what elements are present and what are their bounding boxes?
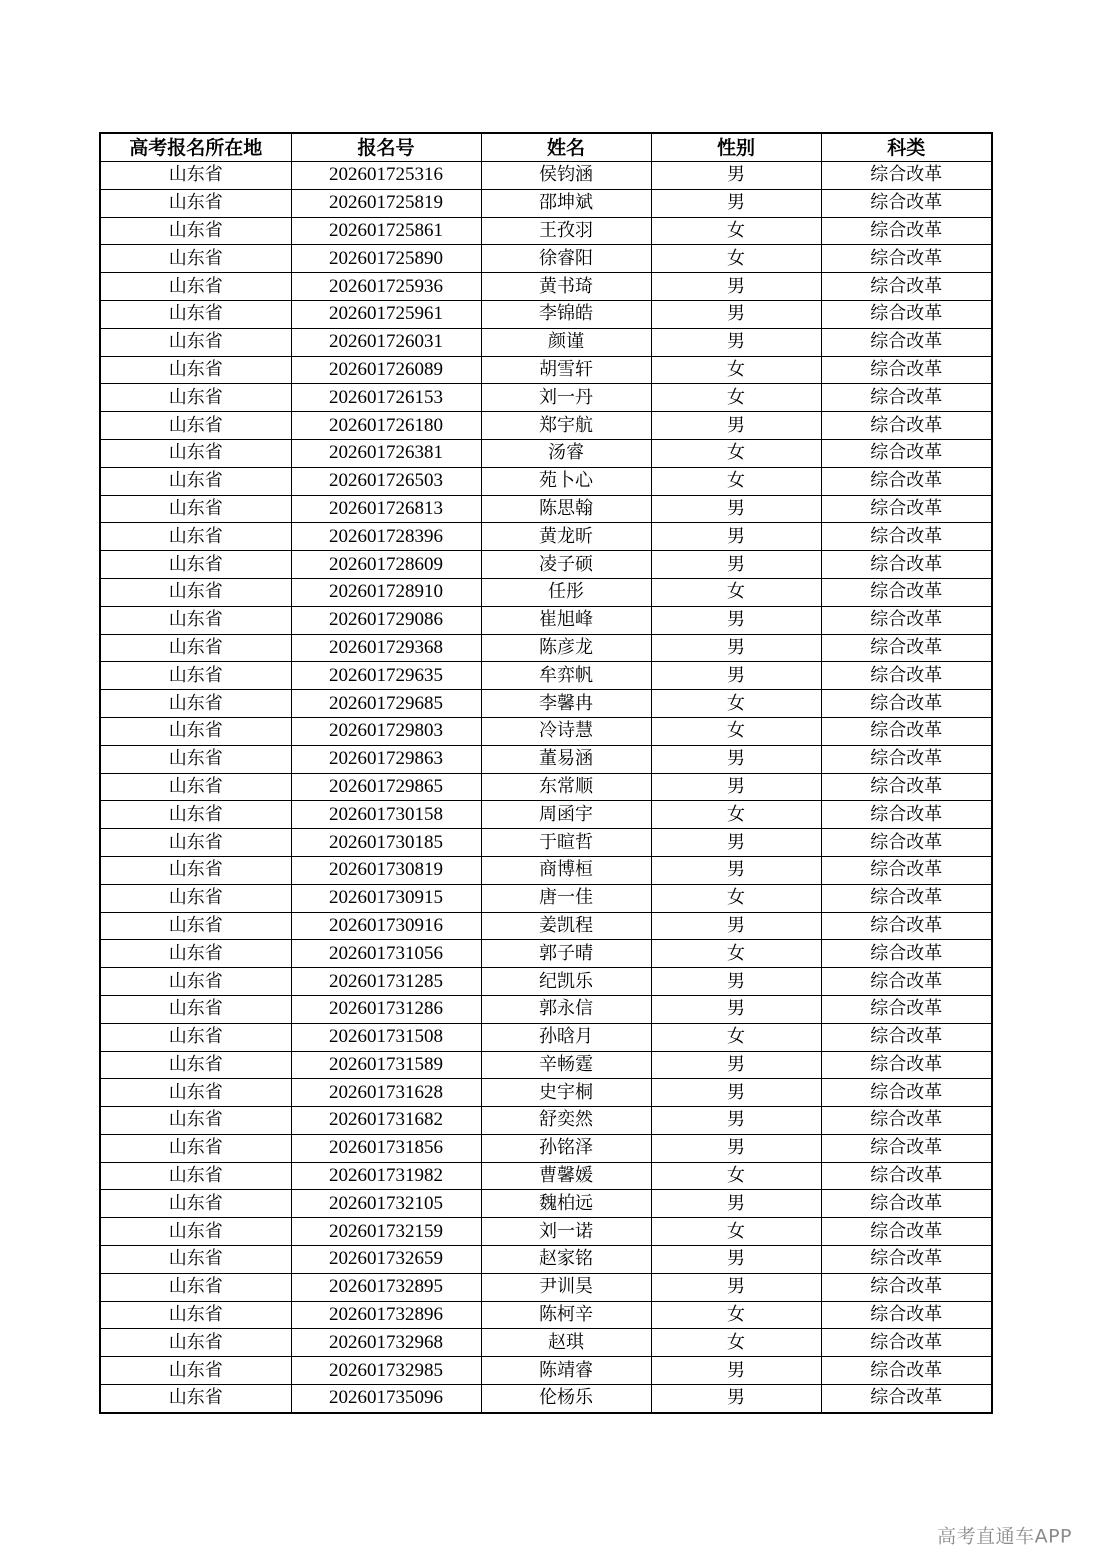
cell-subject-category: 综合改革: [821, 245, 992, 273]
cell-location: 山东省: [100, 940, 291, 968]
cell-name: 陈靖睿: [481, 1357, 651, 1385]
table-row: [100, 300, 992, 328]
cell-subject-category: 综合改革: [821, 856, 992, 884]
watermark-text: 高考直通车APP: [937, 1525, 1072, 1548]
cell-name: 曹馨媛: [481, 1162, 651, 1190]
cell-gender: 女: [651, 717, 821, 745]
cell-subject-category: 综合改革: [821, 940, 992, 968]
cell-name: 纪凯乐: [481, 968, 651, 996]
cell-gender: 男: [651, 829, 821, 857]
cell-subject-category: 综合改革: [821, 578, 992, 606]
cell-gender: 男: [651, 606, 821, 634]
cell-registration-number: 202601725819: [291, 189, 481, 217]
cell-subject-category: 综合改革: [821, 634, 992, 662]
cell-subject-category: 综合改革: [821, 1329, 992, 1357]
cell-subject-category: 综合改革: [821, 384, 992, 412]
cell-name: 伦杨乐: [481, 1385, 651, 1413]
cell-location: 山东省: [100, 1190, 291, 1218]
table-row: [100, 717, 992, 745]
column-header-name: 姓名: [481, 133, 651, 162]
cell-location: 山东省: [100, 801, 291, 829]
cell-gender: 女: [651, 1329, 821, 1357]
cell-name: 姜凯程: [481, 912, 651, 940]
cell-registration-number: 202601729865: [291, 773, 481, 801]
cell-gender: 男: [651, 495, 821, 523]
cell-subject-category: 综合改革: [821, 1385, 992, 1413]
cell-name: 黄龙昕: [481, 523, 651, 551]
cell-gender: 女: [651, 884, 821, 912]
table-row: [100, 1023, 992, 1051]
table-row: [100, 1051, 992, 1079]
cell-registration-number: 202601731628: [291, 1079, 481, 1107]
cell-gender: 男: [651, 912, 821, 940]
cell-registration-number: 202601732968: [291, 1329, 481, 1357]
cell-location: 山东省: [100, 328, 291, 356]
cell-registration-number: 202601729368: [291, 634, 481, 662]
cell-gender: 男: [651, 273, 821, 301]
table-row: [100, 829, 992, 857]
cell-subject-category: 综合改革: [821, 467, 992, 495]
table-row: [100, 1162, 992, 1190]
cell-registration-number: 202601731682: [291, 1107, 481, 1135]
cell-name: 刘一丹: [481, 384, 651, 412]
cell-name: 郭子晴: [481, 940, 651, 968]
cell-name: 牟弈帆: [481, 662, 651, 690]
cell-subject-category: 综合改革: [821, 884, 992, 912]
cell-location: 山东省: [100, 995, 291, 1023]
cell-location: 山东省: [100, 1023, 291, 1051]
cell-name: 唐一佳: [481, 884, 651, 912]
cell-name: 陈彦龙: [481, 634, 651, 662]
cell-registration-number: 202601728609: [291, 551, 481, 579]
cell-gender: 女: [651, 1162, 821, 1190]
cell-subject-category: 综合改革: [821, 995, 992, 1023]
cell-location: 山东省: [100, 1385, 291, 1413]
cell-subject-category: 综合改革: [821, 717, 992, 745]
cell-gender: 女: [651, 356, 821, 384]
cell-name: 魏柏远: [481, 1190, 651, 1218]
cell-subject-category: 综合改革: [821, 495, 992, 523]
table-row: [100, 523, 992, 551]
cell-subject-category: 综合改革: [821, 1079, 992, 1107]
cell-name: 胡雪轩: [481, 356, 651, 384]
table-row: [100, 1218, 992, 1246]
cell-registration-number: 202601728910: [291, 578, 481, 606]
table-row: [100, 1357, 992, 1385]
cell-gender: 女: [651, 1023, 821, 1051]
cell-name: 凌子硕: [481, 551, 651, 579]
cell-registration-number: 202601731589: [291, 1051, 481, 1079]
cell-registration-number: 202601730915: [291, 884, 481, 912]
cell-name: 汤睿: [481, 439, 651, 467]
column-header-registration-number: 报名号: [291, 133, 481, 162]
table-row: [100, 1301, 992, 1329]
cell-gender: 男: [651, 1273, 821, 1301]
cell-name: 郑宇航: [481, 412, 651, 440]
cell-subject-category: 综合改革: [821, 162, 992, 190]
cell-registration-number: 202601725316: [291, 162, 481, 190]
table-row: [100, 1134, 992, 1162]
admission-list: [99, 132, 991, 1414]
table-header: [100, 133, 992, 162]
cell-location: 山东省: [100, 1273, 291, 1301]
cell-registration-number: 202601726089: [291, 356, 481, 384]
cell-registration-number: 202601732105: [291, 1190, 481, 1218]
cell-gender: 男: [651, 551, 821, 579]
cell-registration-number: 202601729863: [291, 745, 481, 773]
cell-gender: 男: [651, 745, 821, 773]
cell-name: 冷诗慧: [481, 717, 651, 745]
cell-gender: 女: [651, 439, 821, 467]
cell-registration-number: 202601726031: [291, 328, 481, 356]
cell-location: 山东省: [100, 717, 291, 745]
cell-name: 辛畅霆: [481, 1051, 651, 1079]
cell-subject-category: 综合改革: [821, 551, 992, 579]
cell-location: 山东省: [100, 412, 291, 440]
table-row: [100, 662, 992, 690]
cell-name: 黄书琦: [481, 273, 651, 301]
cell-gender: 女: [651, 578, 821, 606]
table-row: [100, 384, 992, 412]
cell-subject-category: 综合改革: [821, 523, 992, 551]
table-row: [100, 217, 992, 245]
cell-location: 山东省: [100, 495, 291, 523]
cell-location: 山东省: [100, 467, 291, 495]
cell-location: 山东省: [100, 884, 291, 912]
cell-name: 颜谨: [481, 328, 651, 356]
cell-registration-number: 202601730185: [291, 829, 481, 857]
cell-gender: 男: [651, 523, 821, 551]
cell-gender: 男: [651, 1190, 821, 1218]
cell-registration-number: 202601726381: [291, 439, 481, 467]
header-row: [100, 133, 992, 162]
table-row: [100, 1385, 992, 1413]
cell-gender: 男: [651, 1246, 821, 1274]
cell-registration-number: 202601731285: [291, 968, 481, 996]
table-row: [100, 495, 992, 523]
cell-registration-number: 202601729685: [291, 690, 481, 718]
cell-subject-category: 综合改革: [821, 217, 992, 245]
cell-subject-category: 综合改革: [821, 328, 992, 356]
cell-registration-number: 202601731056: [291, 940, 481, 968]
table-row: [100, 1329, 992, 1357]
cell-gender: 女: [651, 1301, 821, 1329]
cell-location: 山东省: [100, 856, 291, 884]
cell-registration-number: 202601730916: [291, 912, 481, 940]
cell-location: 山东省: [100, 162, 291, 190]
cell-gender: 男: [651, 634, 821, 662]
cell-registration-number: 202601731286: [291, 995, 481, 1023]
table-row: [100, 690, 992, 718]
cell-gender: 男: [651, 1107, 821, 1135]
cell-location: 山东省: [100, 1218, 291, 1246]
cell-gender: 女: [651, 467, 821, 495]
table-row: [100, 551, 992, 579]
cell-gender: 男: [651, 995, 821, 1023]
cell-gender: 男: [651, 189, 821, 217]
cell-name: 于暄哲: [481, 829, 651, 857]
table-body: [100, 162, 992, 1413]
cell-gender: 男: [651, 773, 821, 801]
table-row: [100, 245, 992, 273]
cell-gender: 女: [651, 245, 821, 273]
cell-subject-category: 综合改革: [821, 801, 992, 829]
cell-location: 山东省: [100, 356, 291, 384]
cell-location: 山东省: [100, 1301, 291, 1329]
cell-gender: 女: [651, 384, 821, 412]
cell-name: 李馨冉: [481, 690, 651, 718]
cell-registration-number: 202601732159: [291, 1218, 481, 1246]
cell-registration-number: 202601726153: [291, 384, 481, 412]
cell-name: 侯钧涵: [481, 162, 651, 190]
cell-registration-number: 202601725936: [291, 273, 481, 301]
cell-gender: 男: [651, 968, 821, 996]
cell-registration-number: 202601732659: [291, 1246, 481, 1274]
cell-registration-number: 202601731856: [291, 1134, 481, 1162]
cell-subject-category: 综合改革: [821, 690, 992, 718]
cell-registration-number: 202601726813: [291, 495, 481, 523]
cell-subject-category: 综合改革: [821, 189, 992, 217]
cell-subject-category: 综合改革: [821, 1107, 992, 1135]
cell-gender: 男: [651, 328, 821, 356]
table-row: [100, 1190, 992, 1218]
table-row: [100, 856, 992, 884]
cell-location: 山东省: [100, 968, 291, 996]
table-row: [100, 801, 992, 829]
table-row: [100, 773, 992, 801]
cell-registration-number: 202601735096: [291, 1385, 481, 1413]
cell-gender: 女: [651, 1218, 821, 1246]
cell-name: 陈思翰: [481, 495, 651, 523]
cell-gender: 男: [651, 662, 821, 690]
cell-name: 赵家铭: [481, 1246, 651, 1274]
cell-gender: 男: [651, 856, 821, 884]
cell-location: 山东省: [100, 384, 291, 412]
cell-registration-number: 202601725961: [291, 300, 481, 328]
cell-registration-number: 202601732896: [291, 1301, 481, 1329]
cell-gender: 女: [651, 217, 821, 245]
cell-location: 山东省: [100, 1051, 291, 1079]
cell-subject-category: 综合改革: [821, 1273, 992, 1301]
column-header-gender: 性别: [651, 133, 821, 162]
cell-gender: 男: [651, 1079, 821, 1107]
cell-subject-category: 综合改革: [821, 412, 992, 440]
cell-registration-number: 202601729635: [291, 662, 481, 690]
cell-name: 孙晗月: [481, 1023, 651, 1051]
cell-location: 山东省: [100, 745, 291, 773]
cell-subject-category: 综合改革: [821, 662, 992, 690]
cell-location: 山东省: [100, 1079, 291, 1107]
cell-gender: 男: [651, 300, 821, 328]
cell-registration-number: 202601730158: [291, 801, 481, 829]
cell-registration-number: 202601731982: [291, 1162, 481, 1190]
cell-gender: 男: [651, 162, 821, 190]
cell-registration-number: 202601731508: [291, 1023, 481, 1051]
cell-name: 刘一诺: [481, 1218, 651, 1246]
cell-registration-number: 202601725861: [291, 217, 481, 245]
cell-location: 山东省: [100, 1329, 291, 1357]
cell-registration-number: 202601728396: [291, 523, 481, 551]
cell-subject-category: 综合改革: [821, 1190, 992, 1218]
cell-subject-category: 综合改革: [821, 273, 992, 301]
cell-registration-number: 202601725890: [291, 245, 481, 273]
cell-location: 山东省: [100, 662, 291, 690]
cell-name: 董易涵: [481, 745, 651, 773]
cell-registration-number: 202601726503: [291, 467, 481, 495]
cell-subject-category: 综合改革: [821, 1051, 992, 1079]
table-row: [100, 1107, 992, 1135]
cell-subject-category: 综合改革: [821, 356, 992, 384]
cell-subject-category: 综合改革: [821, 968, 992, 996]
cell-name: 苑卜心: [481, 467, 651, 495]
cell-location: 山东省: [100, 1246, 291, 1274]
table-row: [100, 467, 992, 495]
table-row: [100, 968, 992, 996]
cell-location: 山东省: [100, 634, 291, 662]
cell-name: 王孜羽: [481, 217, 651, 245]
table-row: [100, 328, 992, 356]
table-row: [100, 189, 992, 217]
cell-location: 山东省: [100, 829, 291, 857]
column-header-location: 高考报名所在地: [100, 133, 291, 162]
cell-location: 山东省: [100, 523, 291, 551]
cell-location: 山东省: [100, 912, 291, 940]
table-row: [100, 439, 992, 467]
table-row: [100, 606, 992, 634]
cell-name: 周函宇: [481, 801, 651, 829]
cell-location: 山东省: [100, 273, 291, 301]
cell-subject-category: 综合改革: [821, 829, 992, 857]
table-row: [100, 634, 992, 662]
cell-location: 山东省: [100, 606, 291, 634]
cell-name: 郭永信: [481, 995, 651, 1023]
cell-subject-category: 综合改革: [821, 773, 992, 801]
cell-name: 东常顺: [481, 773, 651, 801]
cell-location: 山东省: [100, 578, 291, 606]
cell-gender: 女: [651, 940, 821, 968]
table-row: [100, 940, 992, 968]
cell-subject-category: 综合改革: [821, 1301, 992, 1329]
table-row: [100, 356, 992, 384]
cell-gender: 女: [651, 690, 821, 718]
cell-registration-number: 202601726180: [291, 412, 481, 440]
cell-subject-category: 综合改革: [821, 1357, 992, 1385]
table-row: [100, 1246, 992, 1274]
table-row: [100, 578, 992, 606]
cell-subject-category: 综合改革: [821, 606, 992, 634]
cell-registration-number: 202601730819: [291, 856, 481, 884]
cell-name: 崔旭峰: [481, 606, 651, 634]
cell-name: 赵琪: [481, 1329, 651, 1357]
table-row: [100, 1079, 992, 1107]
cell-registration-number: 202601732985: [291, 1357, 481, 1385]
cell-name: 尹训昊: [481, 1273, 651, 1301]
cell-gender: 女: [651, 801, 821, 829]
cell-name: 邵坤斌: [481, 189, 651, 217]
cell-name: 陈柯辛: [481, 1301, 651, 1329]
cell-location: 山东省: [100, 217, 291, 245]
cell-registration-number: 202601732895: [291, 1273, 481, 1301]
cell-location: 山东省: [100, 551, 291, 579]
table-row: [100, 412, 992, 440]
cell-location: 山东省: [100, 1134, 291, 1162]
cell-subject-category: 综合改革: [821, 1218, 992, 1246]
cell-subject-category: 综合改革: [821, 1134, 992, 1162]
cell-location: 山东省: [100, 245, 291, 273]
table-row: [100, 745, 992, 773]
table-row: [100, 1273, 992, 1301]
cell-subject-category: 综合改革: [821, 1246, 992, 1274]
cell-name: 商博桓: [481, 856, 651, 884]
cell-gender: 男: [651, 1051, 821, 1079]
cell-name: 舒奕然: [481, 1107, 651, 1135]
cell-location: 山东省: [100, 1107, 291, 1135]
table-row: [100, 884, 992, 912]
cell-location: 山东省: [100, 439, 291, 467]
cell-gender: 男: [651, 412, 821, 440]
admission-table: [99, 132, 993, 1414]
cell-name: 任彤: [481, 578, 651, 606]
cell-location: 山东省: [100, 773, 291, 801]
column-header-subject-category: 科类: [821, 133, 992, 162]
table-row: [100, 162, 992, 190]
cell-subject-category: 综合改革: [821, 1162, 992, 1190]
cell-subject-category: 综合改革: [821, 912, 992, 940]
cell-location: 山东省: [100, 1162, 291, 1190]
cell-gender: 男: [651, 1134, 821, 1162]
cell-name: 徐睿阳: [481, 245, 651, 273]
cell-registration-number: 202601729086: [291, 606, 481, 634]
cell-name: 史宇桐: [481, 1079, 651, 1107]
cell-subject-category: 综合改革: [821, 745, 992, 773]
cell-subject-category: 综合改革: [821, 300, 992, 328]
cell-name: 孙铭泽: [481, 1134, 651, 1162]
table-row: [100, 273, 992, 301]
cell-subject-category: 综合改革: [821, 439, 992, 467]
cell-registration-number: 202601729803: [291, 717, 481, 745]
cell-gender: 男: [651, 1385, 821, 1413]
cell-location: 山东省: [100, 690, 291, 718]
cell-location: 山东省: [100, 300, 291, 328]
cell-name: 李锦皓: [481, 300, 651, 328]
cell-location: 山东省: [100, 189, 291, 217]
cell-subject-category: 综合改革: [821, 1023, 992, 1051]
table-row: [100, 995, 992, 1023]
table-row: [100, 912, 992, 940]
cell-location: 山东省: [100, 1357, 291, 1385]
cell-gender: 男: [651, 1357, 821, 1385]
